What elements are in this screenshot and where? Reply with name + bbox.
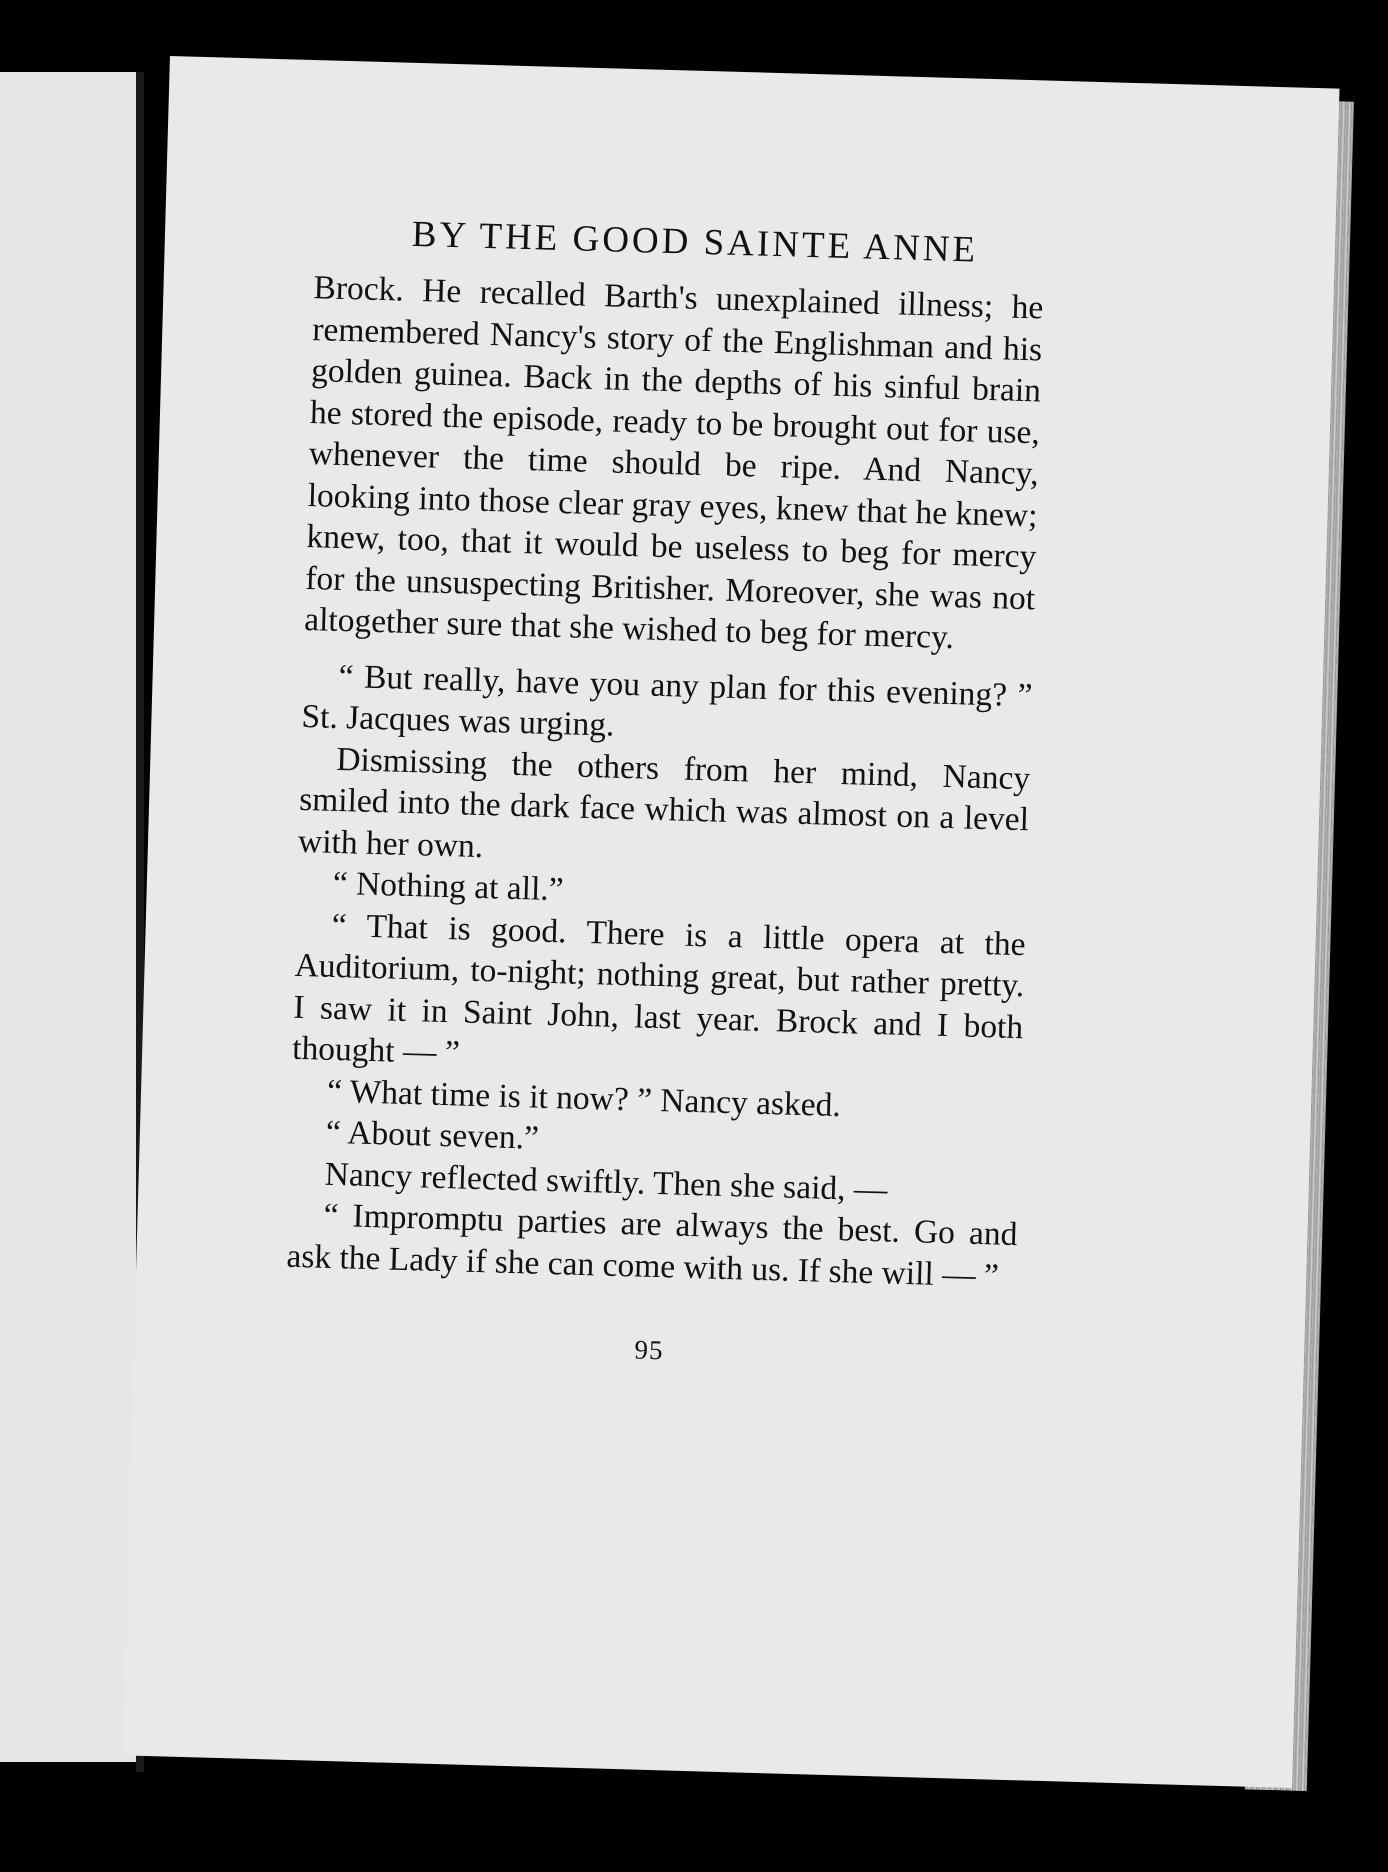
paragraph: “ Impromptu parties are always the best. Go and ask the Lady if she can come with us. If she will — ” [285, 1196, 1018, 1295]
running-head: BY THE GOOD SAINTE ANNE [411, 213, 979, 271]
paragraph: “ That is good. There is a little opera at the Auditorium, to-night; nothing great, but rather pretty. I saw it in Saint John, last year. Brock and I both thought — ” [291, 906, 1027, 1072]
paragraph: Brock. He recalled Barth's unexplained illness; he remembered Nancy's story of the Englishman and his golden guinea. Back in the depths of his sinful brain he stored the episode, ready to be brought out for use, whenever the time should be ripe. And Nancy, looking into those clear gray eyes, knew that he knew; knew, too, that it would be useless to beg for mercy for the unsuspecting Britisher. Moreover, she was not altogether sure that she wished to beg for mercy. [303, 269, 1044, 657]
paragraph: Nancy reflected swiftly. Then she said, — [324, 1155, 888, 1208]
paragraph: “ But really, have you any plan for this evening? ” St. Jacques was urging. [301, 657, 1033, 744]
paragraph: “ What time is it now? ” Nancy asked. [326, 1072, 842, 1124]
facing-page [0, 72, 140, 1762]
paragraph: Dismissing the others from her mind, Nancy smiled into the dark face which was almost on a level with her own. [297, 740, 1031, 865]
page-content [284, 210, 1046, 1376]
paragraph: “ Nothing at all.” [332, 864, 565, 909]
book-page [122, 56, 1339, 1788]
page-number: 95 [634, 1334, 664, 1366]
paragraph: “ About seven.” [325, 1113, 540, 1157]
